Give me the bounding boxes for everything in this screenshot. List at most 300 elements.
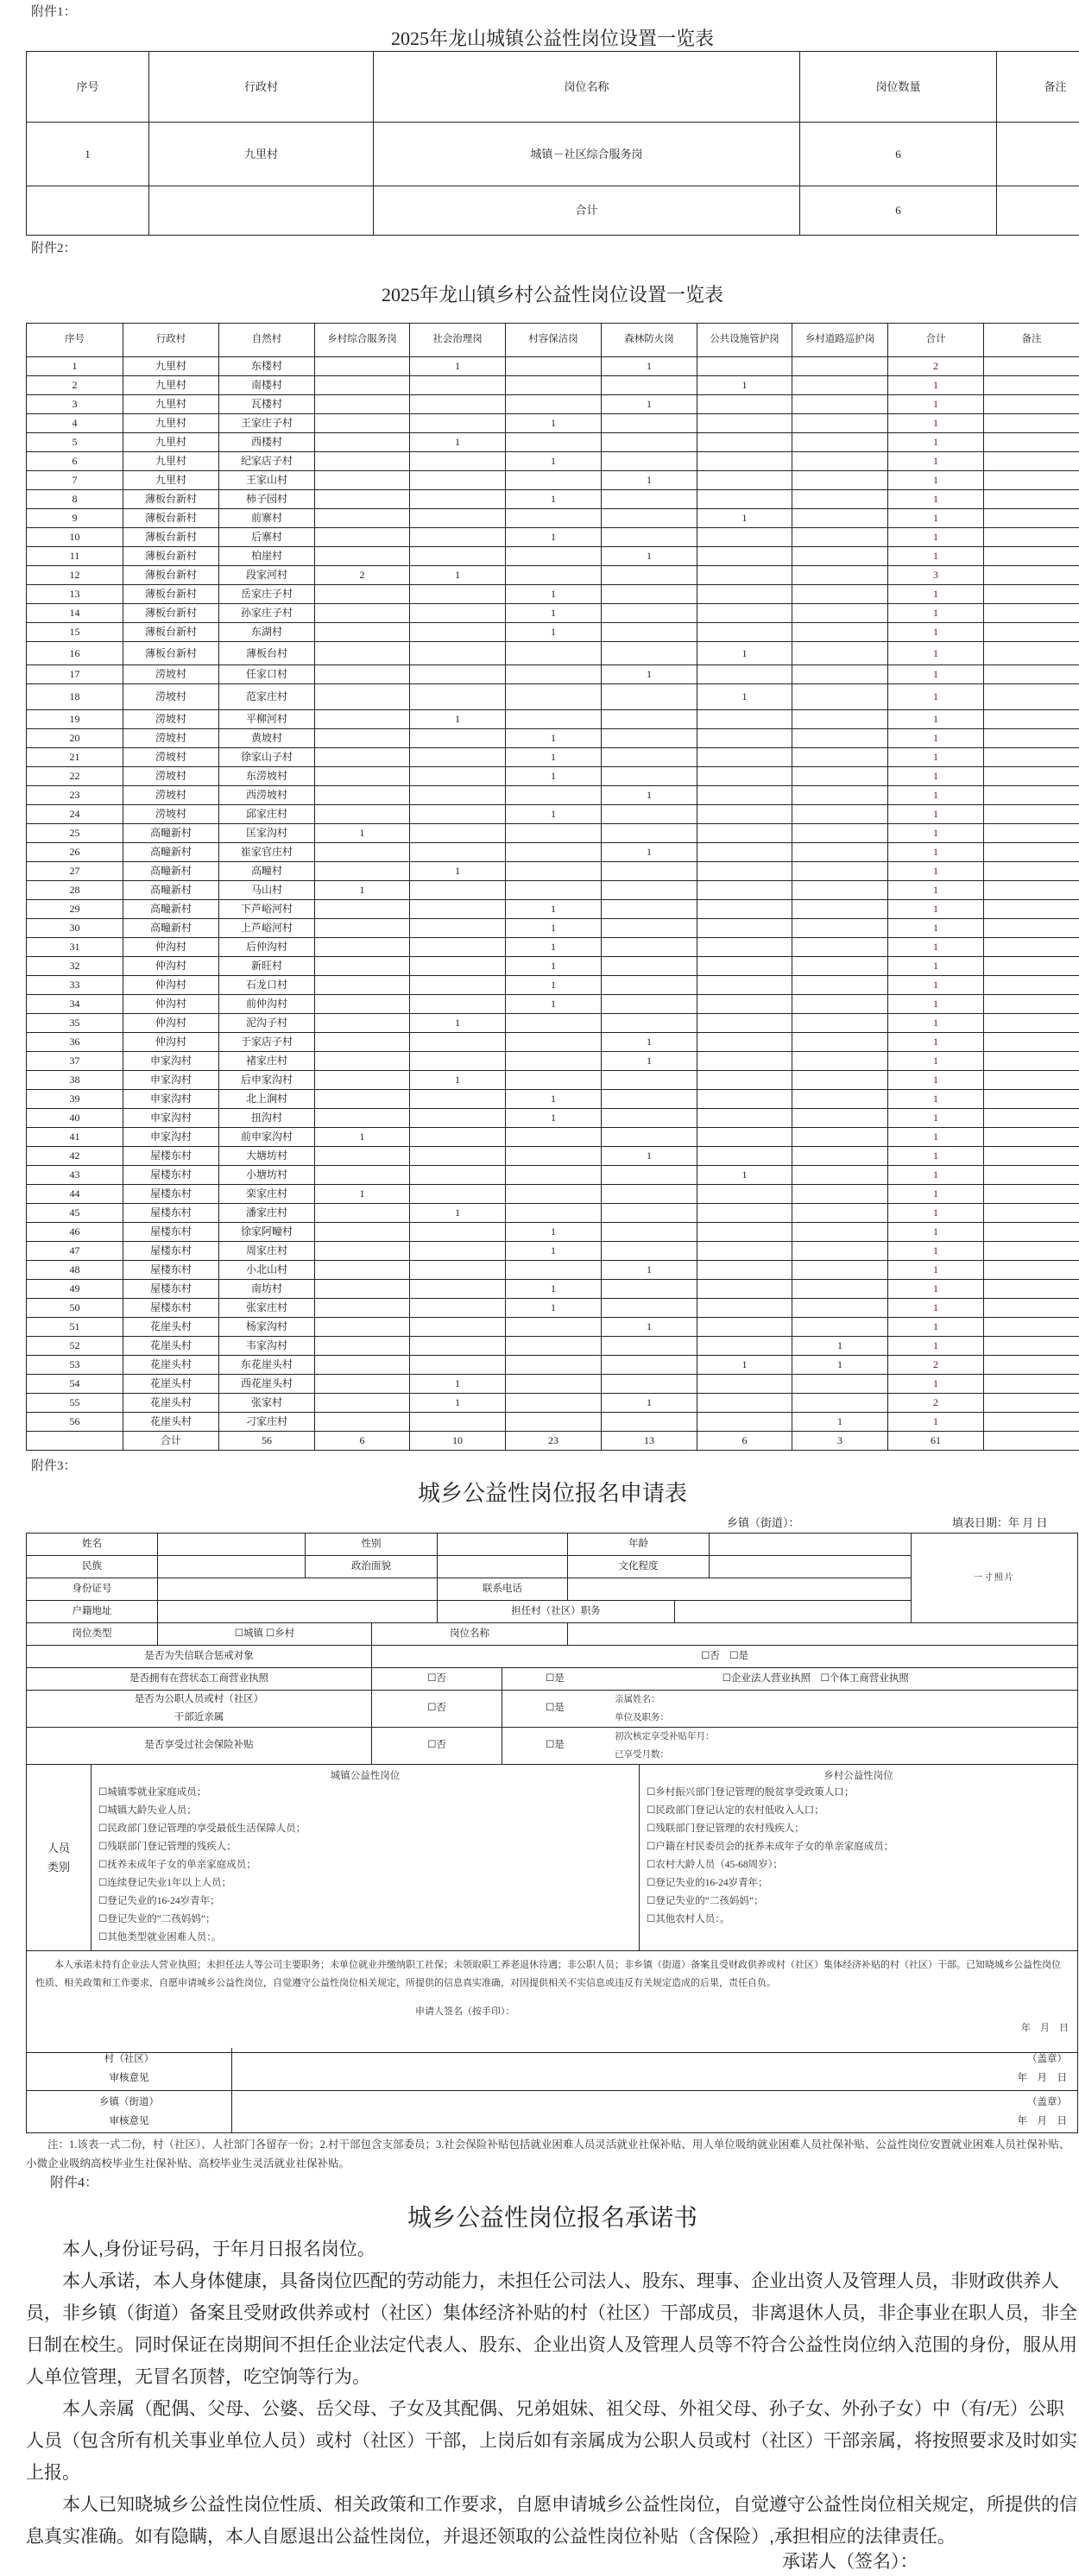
relative-question: 是否为公职人员或村（社区） 干部近亲属 [27,1691,372,1728]
cell-service-post [315,1090,410,1109]
cell-road-post [792,1394,888,1413]
cell-service-post [315,767,410,786]
household-field[interactable] [158,1601,438,1623]
cell-governance-post [410,881,506,900]
cell-cleaning-post: 1 [506,1280,602,1299]
category-checkbox[interactable]: ☐城镇大龄失业人员； [98,1805,197,1816]
cell-remark [984,376,1079,395]
cell-road-post: 1 [792,1337,888,1356]
cell-natural-village: 徐家山子村 [219,748,315,767]
cell-total: 1 [888,995,984,1014]
cell-cleaning-post [506,1014,602,1033]
rural-category-list [640,1765,1078,1951]
cell-total: 1 [888,824,984,843]
cell-total: 1 [888,509,984,528]
cell-road-post [792,1166,888,1185]
cell-remark [984,623,1079,642]
cell-cleaning-post: 1 [506,805,602,824]
cell-natural-village: 薄板台村 [219,642,315,665]
cell-seq: 52 [27,1337,123,1356]
table-row [27,957,1079,976]
cell-total: 1 [888,1223,984,1242]
cell-admin-village: 薄板台新村 [123,490,219,509]
cell-facility-post [697,729,792,748]
table-row [27,123,1079,186]
cell-governance-post [410,1299,506,1318]
total-value: 6 [800,186,997,236]
cell-governance-post [410,786,506,805]
cell-natural-village: 东涝坡村 [219,767,315,786]
cell-service-post [315,471,410,490]
license-yes-checkbox[interactable]: ☐是 [546,1672,565,1684]
category-checkbox[interactable]: ☐连续登记失业1年以上人员； [98,1878,232,1888]
cell-admin-village: 申家沟村 [123,1090,219,1109]
cell-cleaning-post: 1 [506,585,602,604]
cell-fire-post [602,881,697,900]
cell-facility-post [697,805,792,824]
cell-governance-post [410,471,506,490]
category-checkbox[interactable]: ☐其他类型就业困难人员：。 [98,1932,222,1943]
relative-no-checkbox[interactable]: ☐否 [372,1691,502,1728]
cell [997,123,1079,186]
cell-fire-post: 1 [602,1033,697,1052]
cell-governance-post [410,1109,506,1128]
header-remark: 备注 [984,324,1079,357]
cell-admin-village: 九里村 [123,376,219,395]
cell-service-post [315,1337,410,1356]
table-row [27,1299,1079,1318]
cell-road-post [792,623,888,642]
cell-fire-post [602,1128,697,1147]
cell-seq: 12 [27,566,123,585]
cell-facility-post [697,1318,792,1337]
cell-governance-post [410,1356,506,1375]
cell-seq: 20 [27,729,123,748]
cell-natural-village: 扭沟村 [219,1109,315,1128]
cell-fire-post [602,938,697,957]
cell-facility-post [697,862,792,881]
cell-service-post [315,919,410,938]
cell-total: 1 [888,1337,984,1356]
table-header [27,324,1079,357]
table-row [27,1185,1079,1204]
total-row [27,186,1079,236]
cell-facility-post [697,1147,792,1166]
cell-remark [984,767,1079,786]
cell-road-post [792,1071,888,1090]
cell-fire-post: 1 [602,843,697,862]
cell-cleaning-post [506,824,602,843]
cell-seq: 24 [27,805,123,824]
cell-natural-village: 柏崖村 [219,547,315,566]
cell-road-post [792,748,888,767]
cell-governance-post [410,1052,506,1071]
cell-seq: 44 [27,1185,123,1204]
cell-facility-post [697,395,792,414]
table-row [27,1318,1079,1337]
cell-remark [984,1394,1079,1413]
ethnicity-field[interactable] [158,1556,306,1578]
cell-road-post [792,490,888,509]
cell-governance-post: 1 [410,1071,506,1090]
header-cell: 序号 [27,52,149,123]
insurance-no-checkbox[interactable]: ☐否 [372,1728,502,1765]
cell-remark [984,1337,1079,1356]
cell-road-post: 1 [792,1413,888,1432]
category-checkbox[interactable]: ☐户籍在村民委员会的抚养未成年子女的单亲家庭成员； [647,1842,894,1852]
age-field[interactable] [710,1534,912,1556]
cell-seq: 13 [27,585,123,604]
cell-natural-village: 孙家庄子村 [219,604,315,623]
name-label: 姓名 [27,1534,158,1556]
cell-remark [984,357,1079,376]
cell-facility-post: 1 [697,376,792,395]
cell-seq: 34 [27,995,123,1014]
cell-admin-village: 高疃新村 [123,843,219,862]
table-row [27,1261,1079,1280]
table-row [27,1052,1079,1071]
cell-admin-village: 屋楼东村 [123,1166,219,1185]
cell-admin-village: 薄板台新村 [123,566,219,585]
cell-governance-post [410,1261,506,1280]
cell-admin-village: 屋楼东村 [123,1204,219,1223]
cell-facility-post: 1 [697,1356,792,1375]
cell-remark [984,452,1079,471]
cell-governance-post [410,1280,506,1299]
cell-admin-village: 九里村 [123,471,219,490]
cell-cleaning-post [506,1413,602,1432]
cell-admin-village: 屋楼东村 [123,1223,219,1242]
cell-remark [984,1185,1079,1204]
cell-service-post [315,528,410,547]
cell-natural-village: 新旺村 [219,957,315,976]
cell-total: 1 [888,604,984,623]
cell-cleaning-post [506,566,602,585]
cell-facility-post [697,1185,792,1204]
cell-facility-post [697,1394,792,1413]
id-number-field[interactable] [158,1578,438,1601]
cell-seq: 23 [27,786,123,805]
cell-facility-post [697,976,792,995]
cell-admin-village: 涝坡村 [123,767,219,786]
rural-header: 乡村公益性岗位 [823,1771,893,1781]
cell-cleaning-post [506,1147,602,1166]
cell-fire-post [602,433,697,452]
cell-cleaning-post [506,843,602,862]
cell-service-post [315,1223,410,1242]
cell-cleaning-post [506,1337,602,1356]
cell-road-post [792,604,888,623]
cell-admin-village: 涝坡村 [123,665,219,684]
cell-admin-village: 涝坡村 [123,786,219,805]
cell-admin-village: 屋楼东村 [123,1280,219,1299]
rural-post-table [26,323,1079,1451]
cell-total: 1 [888,919,984,938]
cell-seq: 32 [27,957,123,976]
category-checkbox[interactable]: ☐登记失业的16-24岁青年； [98,1896,220,1906]
table-header [27,52,1079,123]
cell-seq: 56 [27,1413,123,1432]
cell-cleaning-post [506,547,602,566]
cell-facility-post [697,824,792,843]
cell-total: 1 [888,1318,984,1337]
cell-remark [984,1166,1079,1185]
category-checkbox[interactable]: ☐乡村振兴部门登记管理的脱贫享受政策人口； [647,1787,855,1798]
cell-total: 1 [888,414,984,433]
cell-natural-village: 泥沟子村 [219,1014,315,1033]
cell-road-post [792,919,888,938]
cell-governance-post [410,1090,506,1109]
village-review-field[interactable]: （盖章） 年 月 日 [232,2048,1078,2090]
category-checkbox[interactable]: ☐农村大龄人员（45-68周岁）； [647,1860,783,1870]
cell-natural-village: 上芦峪河村 [219,919,315,938]
cell-cleaning-post [506,710,602,729]
cell-remark [984,547,1079,566]
cell-natural-village: 纪家店子村 [219,452,315,471]
cell-governance-post [410,843,506,862]
cell-governance-post [410,900,506,919]
cell-seq: 14 [27,604,123,623]
cell-fire-post [602,490,697,509]
cell-governance-post [410,1223,506,1242]
cell-fire-post [602,1185,697,1204]
cell-governance-post [410,824,506,843]
header-cell: 备注 [997,52,1079,123]
cell-cleaning-post: 1 [506,490,602,509]
category-checkbox[interactable]: ☐城镇零就业家庭成员； [98,1787,207,1798]
table-row [27,900,1079,919]
cell-natural-village: 北上涧村 [219,1090,315,1109]
cell-governance-post: 1 [410,710,506,729]
cell-seq: 45 [27,1204,123,1223]
header-facility-post: 公共设施管护岗 [697,324,792,357]
cell-service-post [315,1071,410,1090]
cell-cleaning-post: 1 [506,900,602,919]
cell-fire-post [602,919,697,938]
political-label: 政治面貌 [306,1556,438,1578]
cell-remark [984,1014,1079,1033]
cell-natural-village: 邱家庄村 [219,805,315,824]
cell-governance-post [410,414,506,433]
cell-seq: 35 [27,1014,123,1033]
cell-total: 1 [888,1299,984,1318]
cell-road-post [792,509,888,528]
cell-seq: 27 [27,862,123,881]
cell-road-post [792,1261,888,1280]
cell-fire-post [602,710,697,729]
urban-post-table [26,51,1079,236]
cell-natural-village: 栾家庄村 [219,1185,315,1204]
political-field[interactable] [438,1556,568,1578]
cell-remark [984,414,1079,433]
license-no-checkbox[interactable]: ☐否 [372,1668,502,1691]
cell-cleaning-post [506,1033,602,1052]
cell-governance-post [410,1413,506,1432]
attachment4-title: 城乡公益性岗位报名承诺书 [407,2204,697,2231]
cell-total: 1 [888,471,984,490]
cell-service-post [315,1299,410,1318]
cell-admin-village: 薄板台新村 [123,528,219,547]
town-review-field[interactable]: （盖章） 年 月 日 [232,2090,1078,2132]
cell-total: 1 [888,395,984,414]
cell-facility-post [697,786,792,805]
table-row [27,1109,1079,1128]
license-type-options[interactable]: ☐企业法人营业执照 ☐个体工商营业执照 [722,1672,909,1684]
category-label: 人员 类别 [27,1765,91,1951]
pledge-signer[interactable]: 承诺人（签名）： [782,2552,918,2572]
table-row [27,729,1079,748]
cell-total: 1 [888,1147,984,1166]
category-checkbox[interactable]: ☐民政部门登记认定的农村低收入人口； [647,1805,824,1816]
cell-road-post [792,881,888,900]
cell-governance-post [410,729,506,748]
review-table [26,2048,1078,2133]
cell-facility-post [697,1109,792,1128]
cell-fire-post: 1 [602,1318,697,1337]
category-checkbox[interactable]: ☐民政部门登记管理的享受最低生活保障人员； [98,1823,306,1834]
relative-yes-checkbox[interactable]: ☐是 [546,1703,565,1714]
cell-admin-village: 涝坡村 [123,684,219,710]
cell-fire-post: 1 [602,1394,697,1413]
table-row [27,748,1079,767]
cell-admin-village: 九里村 [123,452,219,471]
cell-road-post [792,395,888,414]
cell-governance-post [410,452,506,471]
applicant-signature[interactable]: 申请人签名（按手印）： [415,2006,515,2017]
cell-seq: 30 [27,919,123,938]
cell-service-post [315,684,410,710]
cell-cleaning-post: 1 [506,767,602,786]
table-row [27,623,1079,642]
cell-seq: 41 [27,1128,123,1147]
phone-field[interactable] [568,1578,912,1601]
relative-unit-field[interactable]: 单位及职务： [615,1713,669,1723]
cell: 6 [800,123,997,186]
cell-facility-post [697,1128,792,1147]
cell-road-post [792,1204,888,1223]
cell-road-post [792,376,888,395]
cell-service-post [315,414,410,433]
header-admin-village: 行政村 [123,324,219,357]
cell-remark [984,395,1079,414]
cell-fire-post [602,1375,697,1394]
cell-service-post [315,1033,410,1052]
category-checkbox[interactable]: ☐其他农村人员：。 [647,1914,730,1924]
commitment-cell [27,1951,1078,2053]
credit-options[interactable]: ☐否 ☐是 [372,1646,1078,1668]
table-row [27,710,1079,729]
table-row [27,547,1079,566]
cell-cleaning-post: 1 [506,604,602,623]
cell-facility-post [697,1337,792,1356]
cell-service-post [315,786,410,805]
category-checkbox[interactable]: ☐抚养未成年子女的单亲家庭成员； [98,1860,256,1870]
cell-governance-post [410,376,506,395]
cell-facility-post [697,1033,792,1052]
total-governance-post: 10 [410,1432,506,1451]
category-checkbox[interactable]: ☐残联部门登记管理的农村残疾人； [647,1823,805,1834]
cell-admin-village: 屋楼东村 [123,1261,219,1280]
cell-road-post [792,824,888,843]
cell-total: 1 [888,1052,984,1071]
table-row [27,824,1079,843]
cell-natural-village: 任家口村 [219,665,315,684]
gender-field[interactable] [438,1534,568,1556]
cell-road-post [792,957,888,976]
cell-governance-post [410,1147,506,1166]
cell-governance-post: 1 [410,1375,506,1394]
cell-admin-village: 申家沟村 [123,1052,219,1071]
cell-facility-post [697,433,792,452]
cell-service-post [315,1166,410,1185]
table-row [27,509,1079,528]
cell-governance-post: 1 [410,566,506,585]
cell-fire-post [602,376,697,395]
category-checkbox[interactable]: ☐登记失业的16-24岁青年； [647,1878,768,1888]
cell-natural-village: 前仲沟村 [219,995,315,1014]
cell-remark [984,976,1079,995]
post-type-options[interactable]: ☐城镇 ☐乡村 [158,1623,372,1646]
insurance-yes-checkbox[interactable]: ☐是 [546,1740,565,1751]
cell-admin-village: 涝坡村 [123,748,219,767]
insurance-months-field[interactable]: 已享受月数： [615,1750,669,1760]
name-field[interactable] [158,1534,306,1556]
cell-seq: 22 [27,767,123,786]
cell-total: 1 [888,1090,984,1109]
cell-service-post [315,665,410,684]
cell-cleaning-post: 1 [506,1223,602,1242]
cell-natural-village: 平柳河村 [219,710,315,729]
table-row [27,490,1079,509]
cell-total: 1 [888,957,984,976]
cell-service-post [315,452,410,471]
photo-box[interactable]: 一寸照片 [912,1534,1078,1623]
cell-facility-post [697,1071,792,1090]
post-type-label: 岗位类型 [27,1623,158,1646]
cell-fire-post [602,604,697,623]
attachment2-title: 2025年龙山镇乡村公益性岗位设置一览表 [381,284,723,305]
table-row [27,976,1079,995]
education-field[interactable] [710,1556,912,1578]
cell-seq: 39 [27,1090,123,1109]
cell-remark [984,881,1079,900]
cell-natural-village: 崔家官庄村 [219,843,315,862]
cell-road-post [792,938,888,957]
cell-seq: 18 [27,684,123,710]
cell-cleaning-post [506,1375,602,1394]
cell-natural-village: 段家河村 [219,566,315,585]
cell-facility-post [697,1261,792,1280]
cell-governance-post [410,805,506,824]
village-post-field[interactable] [675,1601,912,1623]
cell-remark [984,665,1079,684]
cell-natural-village: 周家庄村 [219,1242,315,1261]
cell-governance-post [410,1128,506,1147]
category-checkbox[interactable]: ☐登记失业的“二孩妈妈”； [647,1896,764,1906]
insurance-first-date-field[interactable]: 初次核定享受补贴年月： [615,1732,715,1741]
cell-road-post [792,1014,888,1033]
category-checkbox[interactable]: ☐残联部门登记管理的残疾人； [98,1842,237,1852]
relative-name-field[interactable]: 亲属姓名： [615,1695,660,1704]
category-checkbox[interactable]: ☐登记失业的“二孩妈妈”； [98,1914,216,1924]
cell-cleaning-post [506,684,602,710]
cell-natural-village: 西涝坡村 [219,786,315,805]
cell-road-post [792,1375,888,1394]
post-name-field[interactable] [568,1623,1078,1646]
cell-service-post [315,1052,410,1071]
cell-natural-village: 马山村 [219,881,315,900]
cell-remark [984,710,1079,729]
